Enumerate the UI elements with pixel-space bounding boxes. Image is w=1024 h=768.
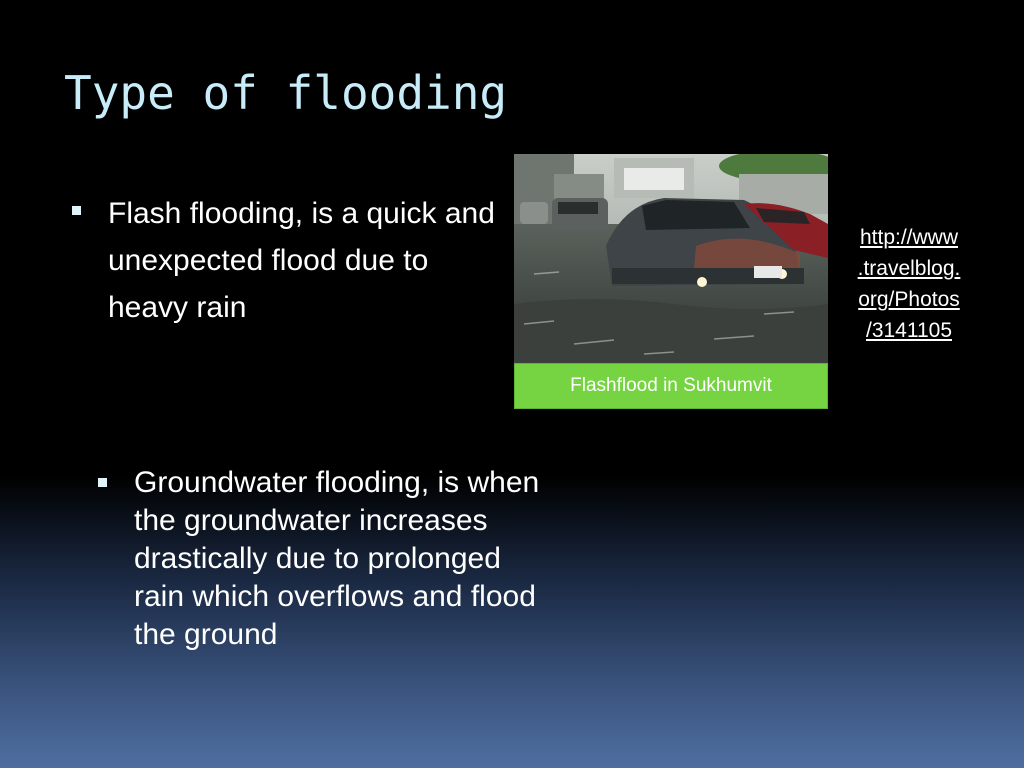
source-link-line: org/Photos [858, 288, 960, 311]
square-bullet-icon [98, 478, 107, 487]
source-link-line: http://www [859, 226, 959, 249]
photo-caption: Flashflood in Sukhumvit [514, 363, 828, 409]
bullet-groundwater-flooding [98, 464, 558, 654]
flooded-street-photo [514, 154, 828, 364]
flooded-street-photo-icon [514, 154, 828, 364]
bullet-text: Groundwater flooding, is when the groundwater increases drastically due to prolonged rain which overflows and flood the ground [134, 466, 540, 651]
source-link[interactable] [840, 222, 978, 346]
square-bullet-icon [72, 206, 81, 215]
slide-title: Type of flooding [64, 66, 508, 120]
source-link-line: /3141105 [865, 319, 953, 342]
bullet-text: Flash flooding, is a quick and unexpected flood due to heavy rain [108, 197, 495, 324]
source-link-line: .travelblog. [857, 257, 961, 280]
bullet-flash-flooding [72, 190, 502, 331]
